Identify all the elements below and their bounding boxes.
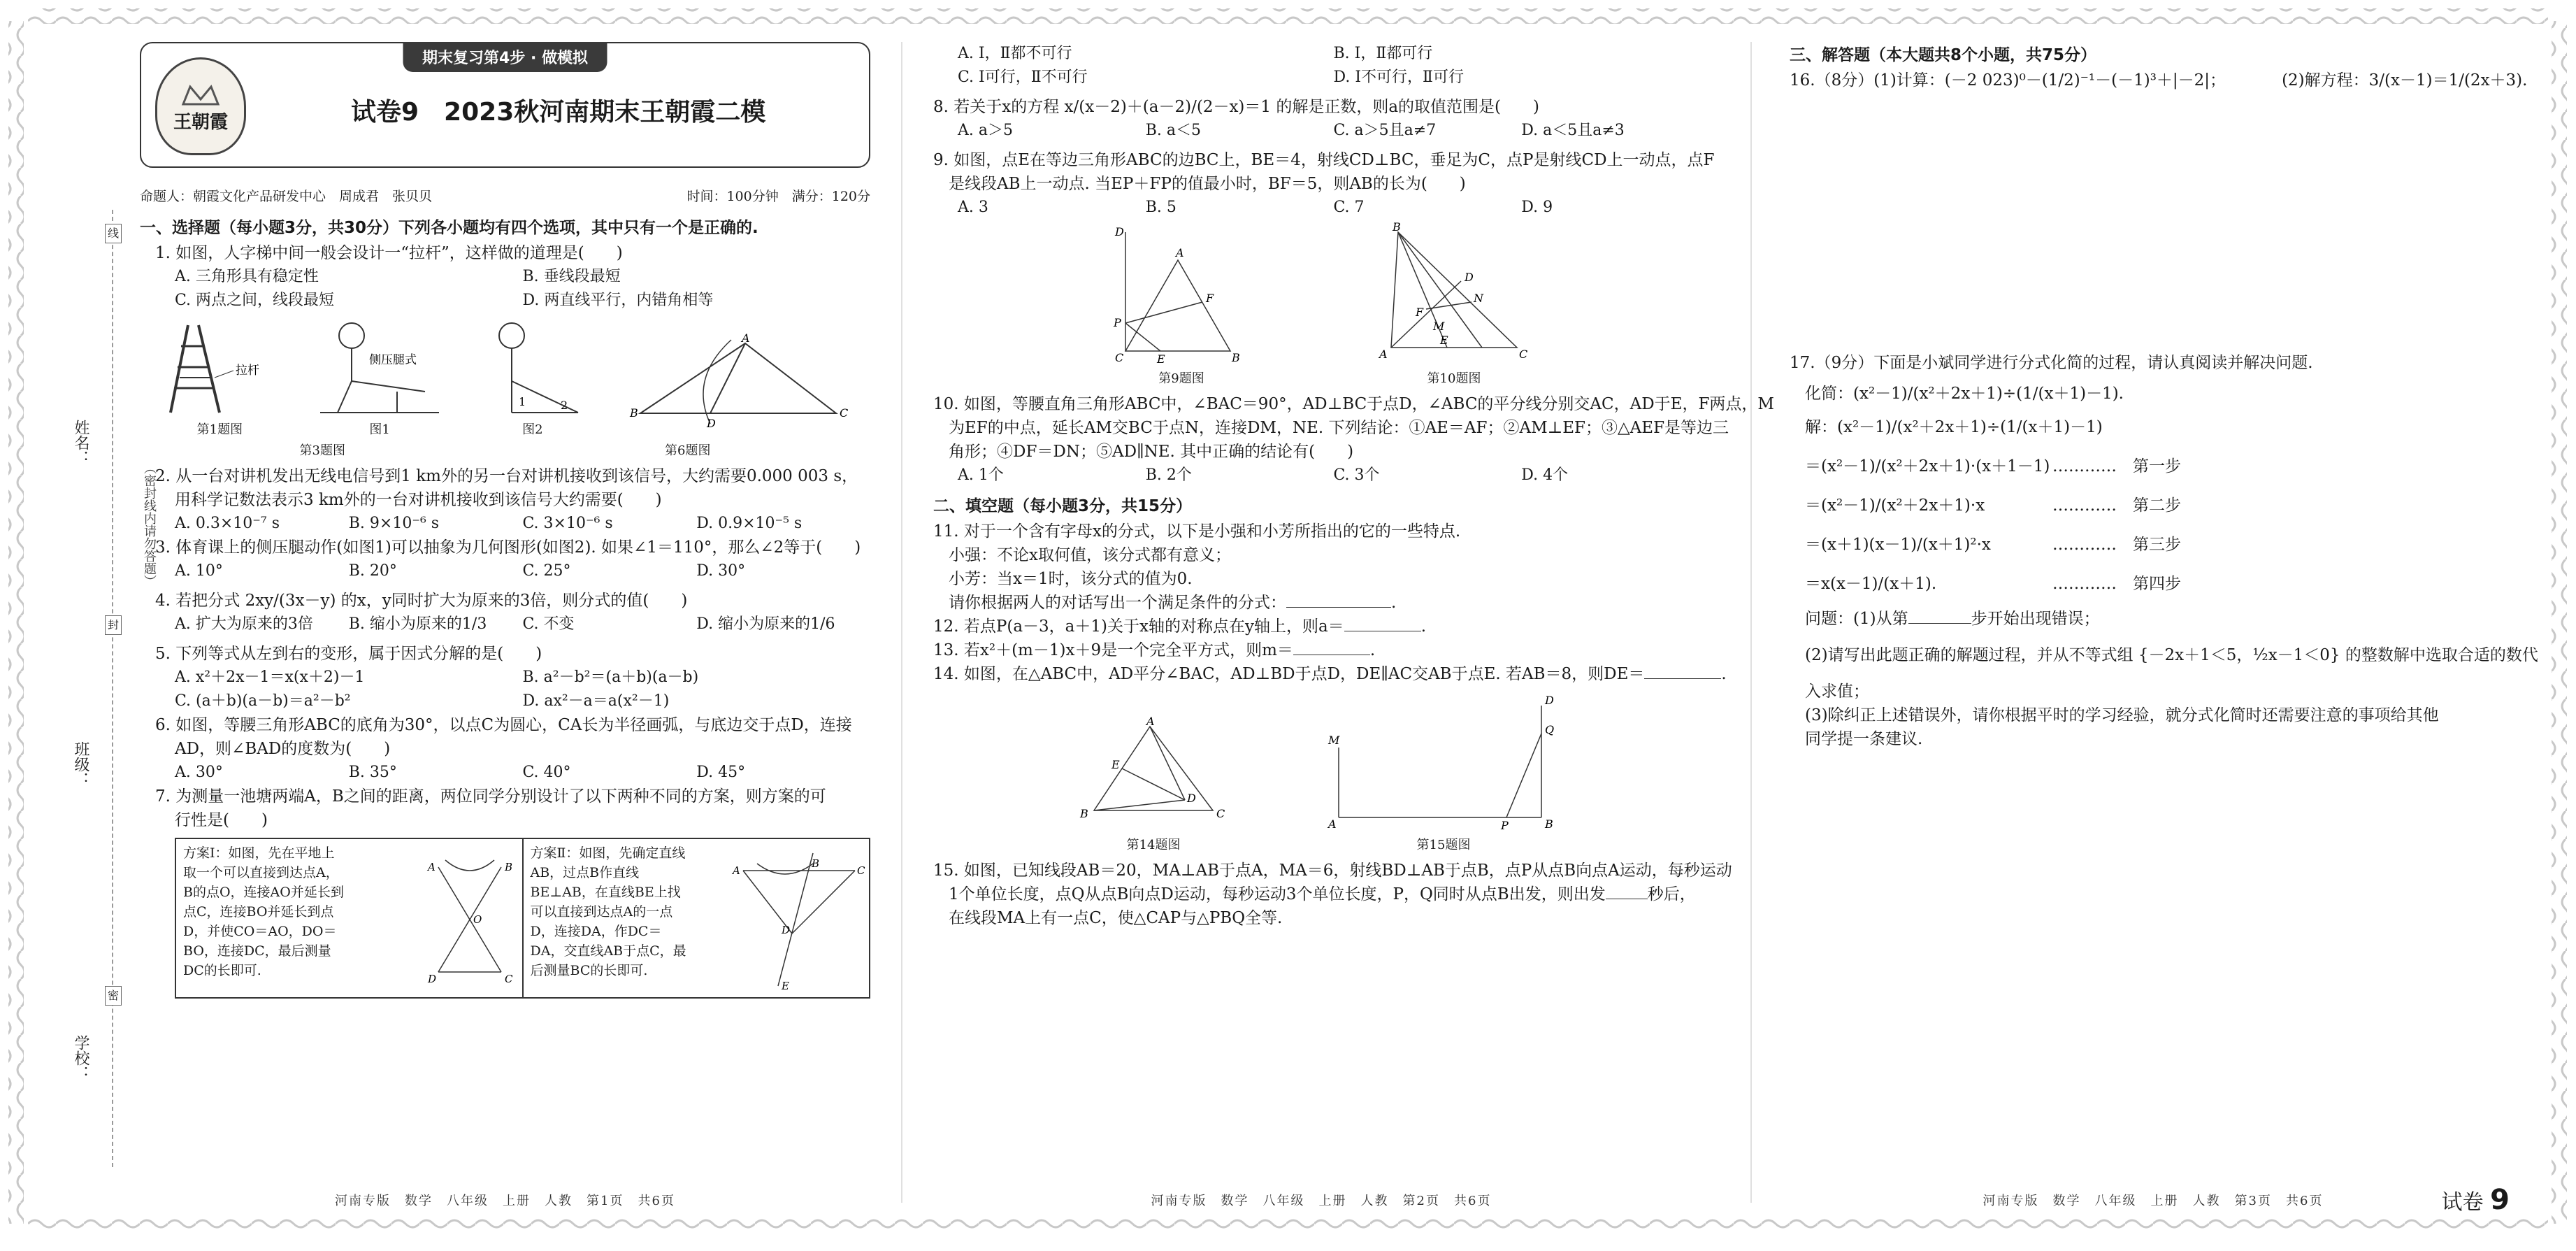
paper-number bbox=[2442, 1184, 2510, 1216]
q2-options bbox=[140, 512, 870, 536]
question-11b: 小强：不论x取何值，该分式都有意义； bbox=[949, 546, 1231, 564]
problem-1 bbox=[1790, 607, 2517, 631]
svg-text:D: D bbox=[1465, 271, 1474, 284]
q5-option-a[interactable]: A. x²＋2x－1＝x(x＋2)－1 bbox=[175, 669, 365, 686]
question-14: 14. 如图，在△ABC中，AD平分∠BAC，AD⊥BD于点D，DE∥AC交AB于点E. 若AB＝8，则DE＝ . bbox=[933, 665, 1727, 683]
leg-press-abstract-figure bbox=[480, 318, 585, 416]
q10-option-b[interactable]: B. 2个 bbox=[1145, 466, 1192, 484]
q3-option-a[interactable]: A. 10° bbox=[175, 562, 223, 580]
question-13: 13. 若x²＋(m－1)x＋9是一个完全平方式，则m＝ . bbox=[933, 641, 1376, 659]
svg-text:E: E bbox=[1440, 334, 1448, 347]
svg-text:F: F bbox=[1416, 306, 1424, 319]
svg-text:D: D bbox=[1187, 792, 1196, 805]
q3-option-c[interactable]: C. 25° bbox=[522, 562, 571, 580]
svg-text:B: B bbox=[1545, 817, 1553, 831]
step-2 bbox=[1790, 494, 2181, 517]
q13-prompt: 13. 若x²＋(m－1)x＋9是一个完全平方式，则m＝ bbox=[933, 641, 1293, 659]
q16-part-2: (2)解方程：3/(x－1)＝1/(2x＋3). bbox=[2282, 71, 2528, 90]
step-1 bbox=[1790, 455, 2181, 478]
equilateral-triangle-figure bbox=[1111, 225, 1251, 365]
svg-text:E: E bbox=[1111, 758, 1120, 771]
step-4 bbox=[1790, 572, 2181, 596]
svg-text:A: A bbox=[741, 331, 750, 345]
plan-1-figure bbox=[424, 853, 515, 993]
svg-text:B: B bbox=[1232, 351, 1240, 364]
svg-text:E: E bbox=[782, 980, 789, 992]
q9-option-d[interactable]: D. 9 bbox=[1521, 199, 1553, 216]
q5-option-b[interactable]: B. a²－b²＝(a＋b)(a－b) bbox=[522, 669, 699, 686]
step-4-label: ………… 第四步 bbox=[2052, 575, 2181, 593]
q10-option-a[interactable]: A. 1个 bbox=[958, 466, 1004, 484]
q1-option-d[interactable]: D. 两直线平行，内错角相等 bbox=[522, 292, 714, 309]
question-9a: 9. 如图，点E在等边三角形ABC的边BC上，BE＝4，射线CD⊥BC，垂足为C，点P是射线CD上一动点，点F bbox=[933, 151, 1715, 169]
q7-plans-box bbox=[175, 838, 870, 999]
svg-text:1: 1 bbox=[518, 395, 526, 408]
figure-q9 bbox=[1111, 225, 1251, 387]
question-11c: 小芳：当x＝1时，该分式的值为0. bbox=[949, 570, 1193, 588]
q16-answer-space[interactable] bbox=[1790, 92, 2517, 351]
authors: 命题人：朝霞文化产品研发中心 周成君 张贝贝 bbox=[140, 189, 433, 204]
q5-option-c[interactable]: C. (a＋b)(a－b)＝a²－b² bbox=[175, 692, 351, 710]
question-15c: 在线段MA上有一点C，使△CAP与△PBQ全等. bbox=[949, 909, 1283, 927]
page-1 bbox=[140, 42, 870, 1209]
ladder-figure bbox=[160, 318, 279, 416]
q2-option-d[interactable]: D. 0.9×10⁻⁵ s bbox=[696, 515, 803, 532]
q9-option-b[interactable]: B. 5 bbox=[1145, 199, 1177, 216]
question-10b: 为EF的中点，延长AM交BC于点N，连接DM，NE. 下列结论：①AE＝AF；②AM⊥EF；③△AEF是等边三 bbox=[949, 419, 1729, 437]
svg-text:A: A bbox=[1379, 348, 1388, 361]
exam-meta bbox=[140, 186, 870, 205]
svg-text:C: C bbox=[504, 973, 512, 985]
fig1-caption: 第1题图 bbox=[196, 422, 243, 437]
figure-q3-1 bbox=[320, 318, 439, 438]
seal-mark-1: 线 bbox=[105, 224, 122, 243]
figure-q10 bbox=[1377, 220, 1531, 387]
q2-option-a[interactable]: A. 0.3×10⁻⁷ s bbox=[175, 515, 280, 532]
q7-option-a[interactable]: A. Ⅰ，Ⅱ都不可行 bbox=[958, 45, 1072, 62]
step-2-label: ………… 第二步 bbox=[2052, 496, 2181, 515]
question-6a: 6. 如图，等腰三角形ABC的底角为30°，以点C为圆心，CA长为半径画弧，与底边交于点D，连接 bbox=[155, 716, 852, 734]
q1-options bbox=[140, 265, 870, 313]
fig10-caption: 第10题图 bbox=[1427, 371, 1481, 386]
section-3-title: 三、解答题（本大题共8个小题，共75分） bbox=[1790, 46, 2097, 64]
paper-number-value: 9 bbox=[2490, 1184, 2510, 1216]
school-label: 学校： bbox=[72, 1035, 89, 1081]
step-3-label: ………… 第三步 bbox=[2052, 536, 2181, 554]
q15-prompt-tail: 秒后， bbox=[1647, 885, 1696, 903]
step-3-expr: ＝(x＋1)(x－1)/(x＋1)²·x bbox=[1805, 536, 1991, 554]
angle-bisector-figure bbox=[1073, 715, 1234, 831]
question-4: 4. 若把分式 2xy/(3x－y) 的x，y同时扩大为原来的3倍，则分式的值( ) bbox=[155, 592, 688, 610]
section-1-title: 一、选择题（每小题3分，共30分）下列各小题均有四个选项，其中只有一个是正确的. bbox=[140, 219, 758, 237]
q6-option-c[interactable]: C. 40° bbox=[522, 764, 571, 781]
crest-icon bbox=[180, 80, 222, 108]
svg-text:C: C bbox=[857, 864, 865, 877]
figures-row-2 bbox=[933, 220, 1709, 387]
step-3 bbox=[1790, 533, 2181, 557]
q10-options bbox=[933, 464, 1709, 487]
fig9-caption: 第9题图 bbox=[1158, 371, 1204, 386]
lagan-label: 拉杆 bbox=[236, 364, 260, 378]
q8-option-b[interactable]: B. a＜5 bbox=[1145, 122, 1202, 139]
step-2-expr: ＝(x²－1)/(x²＋2x＋1)·x bbox=[1805, 496, 1985, 515]
step-1-expr: ＝(x²－1)/(x²＋2x＋1)·(x＋1－1) bbox=[1805, 457, 2050, 476]
figures-row-3 bbox=[933, 692, 1709, 853]
publisher-logo-icon bbox=[155, 57, 246, 155]
q7-option-c[interactable]: C. Ⅰ可行，Ⅱ不可行 bbox=[958, 69, 1088, 86]
q5-options bbox=[140, 666, 870, 713]
seal-mark-2: 封 bbox=[105, 615, 122, 635]
q2-option-b[interactable]: B. 9×10⁻⁶ s bbox=[348, 515, 440, 532]
svg-text:C: C bbox=[839, 406, 848, 420]
paper-title: 试卷9 2023秋河南期末王朝霞二模 bbox=[351, 98, 766, 127]
q6-option-d[interactable]: D. 45° bbox=[696, 764, 746, 781]
svg-text:B: B bbox=[812, 857, 820, 870]
svg-text:A: A bbox=[427, 861, 436, 873]
paper-number-label: 试卷 bbox=[2441, 1190, 2484, 1215]
q4-option-c[interactable]: C. 不变 bbox=[522, 615, 575, 633]
svg-text:B: B bbox=[1080, 807, 1088, 820]
question-6b: AD，则∠BAD的度数为( ) bbox=[175, 740, 391, 758]
figures-row-1 bbox=[140, 318, 870, 438]
simplify-statement: 化简：(x²－1)/(x²＋2x＋1)÷(1/(x＋1)－1). bbox=[1805, 385, 2124, 403]
question-2b: 用科学记数法表示3 km外的一台对讲机接收到该信号大约需要( ) bbox=[175, 491, 662, 509]
q11-prompt: 请你根据两人的对话写出一个满足条件的分式： bbox=[949, 594, 1286, 612]
problem-3b: 同学提一条建议. bbox=[1805, 730, 1923, 748]
page-3-footer: 河南专版 数学 八年级 上册 人教 第3页 共6页 bbox=[1983, 1194, 2324, 1208]
svg-text:A: A bbox=[1328, 817, 1337, 831]
question-12: 12. 若点P(a－3，a＋1)关于x轴的对称点在y轴上，则a＝ . bbox=[933, 617, 1426, 636]
svg-text:B: B bbox=[1393, 220, 1401, 234]
q10-option-d[interactable]: D. 4个 bbox=[1521, 466, 1569, 484]
q8-options bbox=[933, 119, 1709, 143]
question-15b bbox=[933, 882, 1709, 906]
fig-1-caption: 图1 bbox=[369, 422, 390, 437]
figure-captions bbox=[140, 441, 870, 459]
q1-option-a[interactable]: A. 三角形具有稳定性 bbox=[175, 268, 319, 285]
problem-2b: 入求值； bbox=[1805, 682, 1869, 701]
q4-option-d[interactable]: D. 缩小为原来的1/6 bbox=[696, 615, 835, 633]
q1-option-b[interactable]: B. 垂线段最短 bbox=[522, 268, 621, 285]
svg-text:P: P bbox=[1114, 316, 1121, 329]
figure-q15 bbox=[1318, 692, 1569, 853]
fig14-caption: 第14题图 bbox=[1126, 838, 1181, 852]
step-4-expr: ＝x(x－1)/(x＋1). bbox=[1805, 575, 1937, 593]
q8-option-a[interactable]: A. a＞5 bbox=[958, 122, 1013, 139]
svg-text:C: C bbox=[1519, 348, 1528, 361]
figure-q3-2 bbox=[480, 318, 585, 438]
time-score: 时间：100分钟 满分：120分 bbox=[686, 189, 870, 204]
fig-q3-caption: 第3题图 bbox=[299, 443, 345, 458]
class-label: 班级： bbox=[72, 741, 89, 787]
question-1: 1. 如图，人字梯中间一般会设计一“拉杆”，这样做的道理是( ) bbox=[155, 244, 623, 262]
plan-2 bbox=[522, 839, 870, 997]
svg-text:F: F bbox=[1206, 292, 1214, 305]
question-10c: 角形；④DF＝DN；⑤AD∥NE. 其中正确的结论有( ) bbox=[949, 443, 1354, 461]
svg-text:D: D bbox=[1115, 225, 1124, 238]
svg-text:M: M bbox=[1433, 320, 1445, 333]
problem-2: (2)请写出此题正确的解题过程，并从不等式组 {－2x＋1＜5，½x－1＜0} 的整数解中选取合适的数代 bbox=[1805, 646, 2538, 664]
svg-text:N: N bbox=[1474, 292, 1483, 305]
svg-text:C: C bbox=[1115, 351, 1124, 364]
question-2a: 2. 从一台对讲机发出无线电信号到1 km外的另一台对讲机接收到该信号，大约需要0.000 003 s， bbox=[155, 467, 858, 485]
q14-prompt: 14. 如图，在△ABC中，AD平分∠BAC，AD⊥BD于点D，DE∥AC交AB于点E. 若AB＝8，则DE＝ bbox=[933, 665, 1645, 683]
plan-1-text: 方案Ⅰ：如图，先在平地上取一个可以直接到达点A，B的点O，连接AO并延长到点C，连接BO并延长到点D，并使CO＝AO，DO＝BO，连接DC，最后测量DC的长即可. bbox=[183, 845, 344, 978]
solution-start: 解：(x²－1)/(x²＋2x＋1)÷(1/(x＋1)－1) bbox=[1805, 418, 2103, 436]
problem-1-prompt: 问题：(1)从第 bbox=[1805, 610, 1908, 628]
q4-option-a[interactable]: A. 扩大为原来的3倍 bbox=[175, 615, 313, 633]
name-label: 姓名： bbox=[72, 420, 89, 466]
figure-q1 bbox=[160, 318, 279, 438]
svg-text:D: D bbox=[427, 973, 436, 985]
svg-text:B: B bbox=[504, 861, 512, 873]
q8-option-c[interactable]: C. a＞5且a≠7 bbox=[1333, 122, 1437, 139]
plan-2-text: 方案Ⅱ：如图，先确定直线AB，过点B作直线BE⊥AB，在直线BE上找可以直接到达点A的一点D，连接DA，作DC＝DA，交直线AB于点C，最后测量BC的长即可. bbox=[530, 845, 686, 978]
page-3 bbox=[1790, 42, 2538, 1209]
page-2-footer: 河南专版 数学 八年级 上册 人教 第2页 共6页 bbox=[1151, 1194, 1492, 1208]
question-17: 17.（9分）下面是小斌同学进行分式化简的过程，请认真阅读并解决问题. bbox=[1790, 354, 2313, 372]
q9-options bbox=[933, 196, 1709, 220]
svg-text:P: P bbox=[1501, 819, 1509, 832]
question-10a: 10. 如图，等腰直角三角形ABC中，∠BAC＝90°，AD⊥BC于点D，∠ABC的平分线分别交AC，AD于E，F两点，M bbox=[933, 395, 1774, 413]
q4-options bbox=[140, 613, 870, 636]
question-16 bbox=[1790, 69, 2528, 92]
q2-option-c[interactable]: C. 3×10⁻⁶ s bbox=[522, 515, 613, 532]
svg-text:C: C bbox=[1216, 807, 1225, 820]
exam-header bbox=[140, 42, 870, 168]
seal-note: （密封线内请勿答题） bbox=[142, 462, 157, 587]
svg-text:D: D bbox=[706, 417, 716, 430]
q11-answer-blank[interactable] bbox=[1286, 607, 1391, 608]
q6-options bbox=[140, 761, 870, 785]
q7-option-b[interactable]: B. Ⅰ，Ⅱ都可行 bbox=[1333, 45, 1433, 62]
plan-1 bbox=[176, 839, 522, 997]
q9-option-c[interactable]: C. 7 bbox=[1333, 199, 1365, 216]
question-3: 3. 体育课上的侧压腿动作(如图1)可以抽象为几何图形(如图2). 如果∠1＝110°，那么∠2等于( ) bbox=[155, 538, 861, 557]
question-7b: 行性是( ) bbox=[175, 811, 268, 829]
seal-mark-3: 密 bbox=[105, 986, 122, 1006]
isosceles-triangle-figure bbox=[626, 331, 850, 434]
question-7a: 7. 为测量一池塘两端A，B之间的距离，两位同学分别设计了以下两种不同的方案，则方案的可 bbox=[155, 787, 826, 806]
svg-text:Q: Q bbox=[1545, 723, 1555, 736]
question-8: 8. 若关于x的方程 x/(x－2)＋(a－2)/(2－x)＝1 的解是正数，则a的取值范围是( ) bbox=[933, 98, 1540, 116]
question-5: 5. 下列等式从左到右的变形，属于因式分解的是( ) bbox=[155, 645, 542, 663]
problem-1-tail: 步开始出现错误； bbox=[1971, 610, 2100, 628]
moving-points-figure bbox=[1318, 692, 1569, 831]
page-1-footer: 河南专版 数学 八年级 上册 人教 第1页 共6页 bbox=[335, 1194, 675, 1208]
question-11d: 请你根据两人的对话写出一个满足条件的分式： . bbox=[949, 594, 1397, 612]
q8-option-d[interactable]: D. a＜5且a≠3 bbox=[1521, 122, 1625, 139]
svg-text:O: O bbox=[473, 913, 482, 926]
figure-q14 bbox=[1073, 715, 1234, 853]
svg-text:2: 2 bbox=[560, 399, 568, 412]
plan-2-figure bbox=[729, 853, 865, 993]
svg-text:D: D bbox=[1545, 694, 1554, 707]
fig15-caption: 第15题图 bbox=[1416, 838, 1471, 852]
q3-options bbox=[140, 559, 870, 583]
q6-option-b[interactable]: B. 35° bbox=[348, 764, 397, 781]
problem-1-blank[interactable] bbox=[1908, 623, 1971, 624]
svg-text:B: B bbox=[629, 406, 638, 420]
ceya-label: 侧压腿式 bbox=[369, 353, 417, 367]
q6-option-a[interactable]: A. 30° bbox=[175, 764, 223, 781]
svg-text:M: M bbox=[1328, 734, 1340, 747]
leg-press-figure bbox=[320, 318, 439, 416]
binding-margin bbox=[42, 42, 157, 1209]
figure-q6 bbox=[626, 331, 850, 438]
svg-text:D: D bbox=[782, 924, 791, 936]
seal-line bbox=[112, 210, 113, 1167]
q4-option-b[interactable]: B. 缩小为原来的1/3 bbox=[348, 615, 487, 633]
review-step-tab: 期末复习第4步 · 做模拟 bbox=[403, 42, 607, 72]
q5-option-d[interactable]: D. ax²－a＝a(x²－1) bbox=[522, 692, 670, 710]
q15-prompt: 1个单位长度，点Q从点B向点D运动，每秒运动3个单位长度，P，Q同时从点B出发，则出发 bbox=[949, 885, 1606, 903]
svg-text:A: A bbox=[1176, 246, 1184, 259]
page-2 bbox=[933, 42, 1774, 1209]
q3-option-b[interactable]: B. 20° bbox=[348, 562, 397, 580]
q9-option-a[interactable]: A. 3 bbox=[958, 199, 988, 216]
q14-answer-blank[interactable] bbox=[1644, 678, 1721, 679]
fig-q6-caption: 第6题图 bbox=[665, 443, 711, 458]
section-2-title: 二、填空题（每小题3分，共15分） bbox=[933, 497, 1193, 515]
q12-prompt: 12. 若点P(a－3，a＋1)关于x轴的对称点在y轴上，则a＝ bbox=[933, 617, 1344, 636]
isosceles-right-triangle-figure bbox=[1377, 220, 1531, 365]
step-1-label: ………… 第一步 bbox=[2052, 457, 2181, 476]
fig-2-caption: 图2 bbox=[522, 422, 543, 437]
svg-text:E: E bbox=[1157, 352, 1165, 366]
question-15a: 15. 如图，已知线段AB＝20，MA⊥AB于点A，MA＝6，射线BD⊥AB于点B，点P从点B向点A运动，每秒运动 bbox=[933, 862, 1732, 880]
question-11a: 11. 对于一个含有字母x的分式，以下是小强和小芳所指出的它的一些特点. bbox=[933, 522, 1461, 541]
logo-text: 王朝霞 bbox=[173, 111, 228, 133]
q10-option-c[interactable]: C. 3个 bbox=[1333, 466, 1380, 484]
svg-text:A: A bbox=[1146, 715, 1155, 728]
q7-options bbox=[933, 42, 1709, 90]
problem-3: (3)除纠正上述错误外，请你根据平时的学习经验，就分式化简时还需要注意的事项给其他 bbox=[1805, 706, 2439, 724]
q3-option-d[interactable]: D. 30° bbox=[696, 562, 746, 580]
q16-part-1: 16.（8分）(1)计算：(－2 023)⁰－(1/2)⁻¹－(－1)³＋|－2|； bbox=[1790, 71, 2226, 90]
svg-text:A: A bbox=[733, 864, 740, 877]
question-9b: 是线段AB上一动点. 当EP＋FP的值最小时，BF＝5，则AB的长为( ) bbox=[949, 175, 1466, 193]
q1-option-c[interactable]: C. 两点之间，线段最短 bbox=[175, 292, 335, 309]
q7-option-d[interactable]: D. Ⅰ不可行，Ⅱ可行 bbox=[1333, 69, 1464, 86]
